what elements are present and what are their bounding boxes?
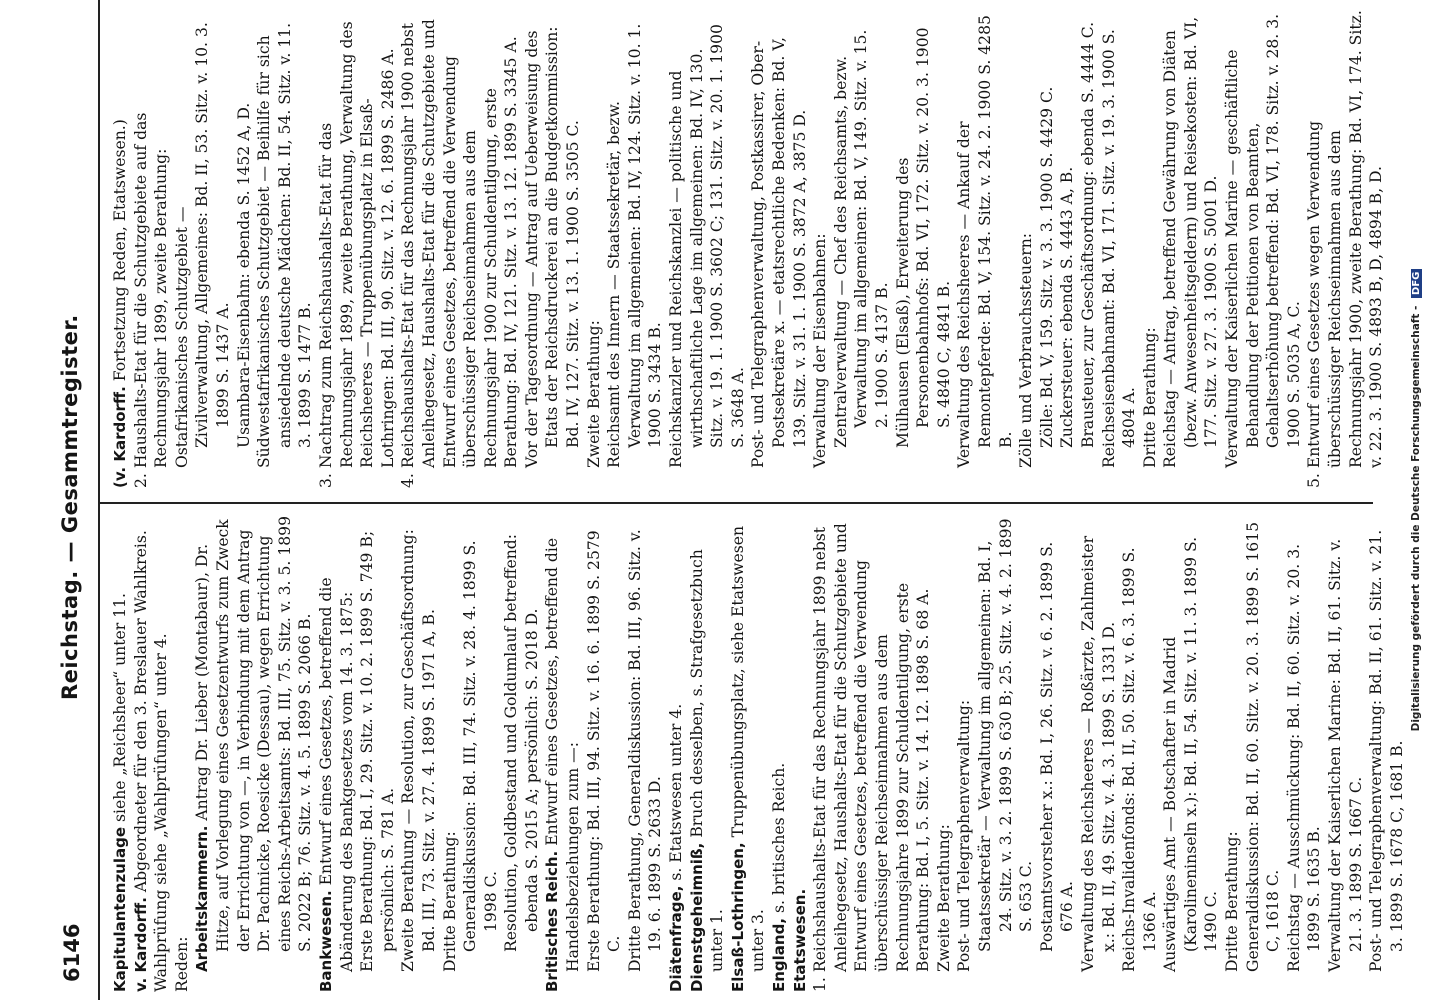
index-entry bbox=[666, 514, 687, 992]
index-entry bbox=[1243, 514, 1284, 992]
entry-text: Ostafrikanisches Schutzgebiet — bbox=[172, 206, 191, 468]
index-entry bbox=[1284, 514, 1325, 992]
entry-text: Antrag Dr. Lieber (Montabaur), Dr. Hitze, auf Vorlegung eines Gesetzentwurfs zum Zweck der Errichtung von —, in Verbindung mit dem Antrag Dr. Pachnicke, Roesicke (Dessau), wegen Errichtung eines Reichs-Arbeitsamts: Bd. III, 75. Sitz. v. 3. 5. 1899 S. 2022 B; 76. Sitz. v. 4. 5. 1899 S. 2066 B. bbox=[193, 516, 315, 952]
index-entry bbox=[1304, 10, 1386, 488]
entry-text: Reichstag — Ausschmückung: Bd. II, 60. Sitz. v. 20. 3. 1899 S. 1635 B. bbox=[1284, 543, 1324, 972]
index-entry bbox=[831, 10, 893, 488]
index-entry bbox=[1366, 514, 1407, 992]
index-entry bbox=[1119, 514, 1160, 992]
entry-text: Postamtsvorsteher x.: Bd. I, 26. Sitz. v. 6. 2. 1899 S. 676 A. bbox=[1037, 541, 1077, 952]
entry-text: s. Etatswesen unter 4. bbox=[667, 703, 686, 886]
index-entry bbox=[975, 514, 1037, 992]
index-entry bbox=[192, 514, 316, 992]
entry-text: Post- und Telegraphenverwaltung, Postkassirer, Ober-Postsekretäre x. — etatsrechtliche Bedenken: Bd. V, 139. Sitz. v. 31. 1. 1900 S. 3872 A, 3875 D. bbox=[749, 37, 809, 468]
index-entry bbox=[192, 10, 233, 488]
entry-text: 5. Entwurf eines Gesetzes wegen Verwendung überschüssiger Reichseinnahmen aus dem Rechnungsjahr 1900, zweite Berathung: Bd. VI, 174. Sitz. v. 22. 3. 1900 S. 4893 B, D, 4894 B, D. bbox=[1305, 10, 1386, 488]
entry-text: Verwaltung des Reichsheeres — Roßärzte, Zahlmeister x.: Bd. II, 49. Sitz. v. 4. 3. 1899 S. 1331 D. bbox=[1078, 535, 1118, 972]
entry-text: s. britisches Reich. bbox=[770, 762, 788, 918]
entry-text: Reichseisenbahnamt: Bd. VI, 171. Sitz. v. 19. 3. 1900 S. 4804 A. bbox=[1099, 29, 1139, 468]
index-entry bbox=[790, 514, 811, 992]
index-entry bbox=[151, 514, 172, 992]
entry-text: Dritte Berathung: bbox=[1223, 831, 1242, 972]
index-entry bbox=[542, 514, 583, 992]
entry-text: Verwaltung der Eisenbahnen: bbox=[811, 233, 830, 468]
entry-headword: England, bbox=[770, 917, 788, 992]
index-entry bbox=[1037, 10, 1058, 488]
index-entry bbox=[625, 514, 666, 992]
entry-headword: Etatswesen. bbox=[790, 888, 809, 992]
entry-text: Zweite Berathung — Resolution, zur Geschäftsordnung: Bd. III, 73. Sitz. v. 27. 4. 1899 S. 1971 A, B. bbox=[399, 529, 438, 972]
index-entry bbox=[460, 514, 501, 992]
index-entry bbox=[584, 514, 625, 992]
index-entry bbox=[1037, 514, 1078, 992]
index-entry bbox=[1016, 10, 1037, 488]
entry-text: Dritte Berathung: bbox=[440, 831, 459, 972]
index-entry bbox=[1160, 514, 1222, 992]
entry-text: Zentralverwaltung — Chef des Reichsamts, bezw. Verwaltung im allgemeinen: Bd. V, 149. Sitz. v. 15. 2. 1900 S. 4137 B. bbox=[831, 29, 891, 448]
index-entry bbox=[131, 10, 172, 488]
index-entry bbox=[893, 10, 955, 488]
entry-text: Auswärtiges Amt — Botschafter in Madrid (Karolineninseln x.): Bd. II, 54. Sitz. v. 11. 3. 1899 S. 1490 C. bbox=[1161, 536, 1221, 972]
entry-text: Dritte Berathung, Generaldiskussion: Bd. III, 96. Sitz. v. 19. 6. 1899 S. 2633 D. bbox=[625, 529, 665, 972]
index-entry bbox=[172, 514, 193, 992]
entry-text: Zuckersteuer: ebenda S. 4443 A, B. bbox=[1058, 166, 1077, 448]
entry-headword: v. Kardorff. bbox=[131, 897, 150, 992]
entry-text: Vor der Tagesordnung — Antrag auf Ueberweisung des Etats der Reichsdruckerei an die Budgetkommission: Bd. IV, 127. Sitz. v. 13. 1. 1900 S. 3505 C. bbox=[522, 26, 583, 468]
entry-headword: Arbeitskammern. bbox=[193, 825, 212, 972]
index-entry bbox=[810, 514, 934, 992]
index-entry bbox=[810, 10, 831, 488]
index-entry bbox=[234, 10, 255, 488]
entry-text: Südwestafrikanisches Schutzgebiet — Beihilfe für sich ansiedelnde deutsche Mädchen: Bd. II, 54. Sitz. v. 11. 3. 1899 S. 1477 B. bbox=[255, 22, 315, 468]
index-entry bbox=[1325, 514, 1366, 992]
index-entry bbox=[1222, 10, 1304, 488]
index-entry bbox=[172, 10, 193, 488]
entry-text: Zölle: Bd. V, 159. Sitz. v. 3. 3. 1900 S. 4429 C. bbox=[1037, 86, 1056, 448]
entry-text: Zweite Berathung: bbox=[584, 320, 603, 468]
entry-headword: Dienstgeheimniß, bbox=[687, 842, 706, 992]
entry-text: siehe „Reichsheer“ unter 11. bbox=[111, 593, 129, 827]
index-entry bbox=[522, 10, 584, 488]
right-column bbox=[110, 10, 1387, 488]
entry-text: Verwaltung der Kaiserlichen Marine — geschäftliche Behandlung der Petitionen von Beamten, Gehaltserhöhung betreffend: Bd. VI, 178. Sitz. v. 28. 3. 1900 S. 5035 A, C. bbox=[1223, 13, 1303, 468]
index-entry bbox=[584, 10, 605, 488]
entry-text: Brausteuer, zur Geschäftsordnung: ebenda S. 4444 C. bbox=[1078, 21, 1097, 448]
index-entry bbox=[254, 10, 316, 488]
column-divider bbox=[100, 502, 1373, 504]
index-entry bbox=[398, 10, 522, 488]
entry-text: Erste Berathung: Bd. I, 29. Sitz. v. 10. 2. 1899 S. 749 B; persönlich: S. 781 A. bbox=[358, 530, 397, 972]
index-entry bbox=[316, 10, 398, 488]
index-entry bbox=[1160, 10, 1222, 488]
index-entry bbox=[769, 514, 790, 992]
entry-text: Post- und Telegraphenverwaltung: bbox=[955, 699, 974, 972]
entry-text: Usambara-Eisenbahn: ebenda S. 1452 A, D. bbox=[234, 102, 253, 448]
index-entry bbox=[316, 514, 357, 992]
entry-text: Reichs-Invalidenfonds: Bd. II, 50. Sitz. v. 6. 3. 1899 S. 1366 A. bbox=[1120, 547, 1159, 972]
credit-text: Digitalisierung gefördert durch die Deutsche Forschungsgemeinschaft - bbox=[1410, 305, 1422, 732]
index-entry bbox=[398, 514, 439, 992]
index-entry bbox=[666, 10, 748, 488]
entry-text: Dritte Berathung: bbox=[1140, 327, 1159, 468]
index-entry bbox=[954, 10, 1016, 488]
entry-text: Abgeordneter für den 3. Breslauer Wahlkreis. bbox=[131, 530, 150, 898]
index-entry bbox=[440, 514, 461, 992]
entry-text: 4. Reichshaushalts-Etat für das Rechnungsjahr 1900 nebst Anleihegesetz, Haushalts-Etat für die Schutzgebiete und Entwurf eines Gesetzes, betreffend die Verwendung überschüssiger Reichseinnahmen aus dem Rechnungsjahr 1900 zur Schuldentilgung, erste Berathung: Bd. IV, 121. Sitz. v. 13. 12. 1899 S. 3345 A. bbox=[399, 19, 521, 488]
left-column bbox=[110, 514, 1407, 992]
index-entry bbox=[748, 10, 810, 488]
entry-text: Reichsamt des Innern — Staatssekretär, bezw. Verwaltung im allgemeinen: Bd. IV, 124. Sitz. v. 10. 1. 1900 S. 3434 B. bbox=[605, 23, 665, 468]
running-head: Reichstag. — Gesammtregister. bbox=[58, 314, 82, 700]
index-entry bbox=[954, 514, 975, 992]
page-number: 6146 bbox=[60, 923, 84, 982]
entry-text: Verwaltung der Kaiserlichen Marine: Bd. II, 61. Sitz. v. 21. 3. 1899 S. 1667 C. bbox=[1326, 538, 1365, 972]
index-entry bbox=[357, 514, 398, 992]
entry-text: Zölle und Verbrauchssteuern: bbox=[1017, 233, 1036, 468]
index-entry bbox=[1099, 10, 1140, 488]
index-entry bbox=[1140, 10, 1161, 488]
index-entry bbox=[1222, 514, 1243, 992]
entry-text: Truppenübungsplatz, siehe Etatswesen unter 3. bbox=[728, 525, 768, 972]
index-entry bbox=[728, 514, 769, 992]
entry-text: Entwurf eines Gesetzes, betreffend die Handelsbeziehungen zum —: bbox=[543, 537, 583, 972]
entry-headword: Diätenfrage, bbox=[667, 885, 686, 992]
entry-text: Erste Berathung: Bd. III, 94. Sitz. v. 16. 6. 1899 S. 2579 C. bbox=[584, 530, 624, 972]
entry-text: Bruch desselben, s. Strafgesetzbuch unter 1. bbox=[687, 549, 727, 972]
entry-text: 1. Reichshaushalts-Etat für das Rechnungsjahr 1899 nebst Anleihegesetz, Haushalts-Etat für die Schutzgebiete und Entwurf eines Gesetzes, betreffend die Verwendung überschüssiger Reichseinnahmen aus dem Rechnungsjahre 1899 zur Schuldentilgung, erste Berathung: Bd. I, 5. Sitz. v. 14. 12. 1898 S. 68 A. bbox=[811, 523, 933, 992]
index-entry bbox=[1078, 514, 1119, 992]
index-entry bbox=[501, 514, 542, 992]
entry-text: Verwaltung des Reichsheeres — Ankauf der Remontepferde: Bd. V, 154. Sitz. v. 24. 2. 1900 S. 4285 B. bbox=[955, 15, 1015, 468]
index-entry bbox=[110, 10, 131, 488]
entry-text: 3. Nachtrag zum Reichshaushalts-Etat für das Rechnungsjahr 1899, zweite Berathung, Verwaltung des Reichsheeres — Truppenübungsplatz in Elsaß-Lothringen: Bd. III, 90. Sitz. v. 12. 6. 1899 S. 2486 A. bbox=[316, 21, 397, 488]
entry-text: Staatssekretär — Verwaltung im allgemeinen: Bd. I, 24. Sitz. v. 3. 2. 1899 S. 630 B; 25. Sitz. v. 4. 2. 1899 S. 653 C. bbox=[975, 518, 1036, 952]
entry-text: Post- und Telegraphenverwaltung: Bd. II, 61. Sitz. v. 21. 3. 1899 S. 1678 C, 1681 B. bbox=[1367, 529, 1406, 972]
index-entry bbox=[110, 514, 131, 992]
index-entry bbox=[604, 10, 666, 488]
entry-headword: Bankwesen. bbox=[316, 890, 335, 992]
entry-text: Mülhausen (Elsaß), Erweiterung des Personenbahnhofs: Bd. VI, 172. Sitz. v. 20. 3. 1900 S. 4840 C, 4841 B. bbox=[893, 27, 953, 448]
index-entry bbox=[1057, 10, 1078, 488]
entry-headword: (v. Kardorff. bbox=[111, 386, 129, 488]
entry-text: 2. Haushalts-Etat für die Schutzgebiete auf das Rechnungsjahr 1899, zweite Berathung: bbox=[131, 112, 171, 488]
entry-text: Reden: bbox=[172, 936, 191, 992]
page-header bbox=[52, 0, 92, 1000]
entry-text: Reichstag — Antrag, betreffend Gewährung von Diäten (bezw. Anwesenheitsgeldern) und Reisekosten: Bd. VI, 177. Sitz. v. 27. 3. 1900 S. 5001 D. bbox=[1161, 16, 1221, 468]
entry-text: Zivilverwaltung, Allgemeines: Bd. II, 53. Sitz. v. 10. 3. 1899 S. 1437 A. bbox=[193, 22, 232, 448]
entry-headword: Britisches Reich. bbox=[543, 850, 562, 992]
entry-text: Generaldiskussion: Bd. II, 60. Sitz. v. 20. 3. 1899 S. 1615 C, 1618 C. bbox=[1243, 521, 1283, 972]
index-entry bbox=[934, 514, 955, 992]
digitization-credit bbox=[1410, 0, 1428, 1000]
dfg-logo: DFG bbox=[1411, 269, 1422, 298]
entry-text: Entwurf eines Gesetzes, betreffend die Abänderung des Bankgesetzes vom 14. 3. 1875: bbox=[316, 577, 356, 972]
entry-text: Resolution, Goldbestand und Goldumlauf betreffend: ebenda S. 2015 A; persönlich: S. 2018 D. bbox=[502, 533, 541, 952]
entry-text: Zweite Berathung: bbox=[934, 824, 953, 972]
entry-headword: Elsaß-Lothringen, bbox=[728, 842, 747, 992]
index-entry bbox=[687, 514, 728, 992]
entry-headword: Kapitulantenzulage bbox=[111, 826, 129, 992]
entry-text: Generaldiskussion: Bd. III, 74. Sitz. v. 28. 4. 1899 S. 1998 C. bbox=[461, 540, 500, 952]
entry-text: Reichskanzler und Reichskanzlei — politische und wirthschaftliche Lage im allgemeinen: Bd. IV, 130. Sitz. v. 19. 1. 1900 S. 3602 C; 131. Sitz. v. 20. 1. 1900 S. 3648 A. bbox=[667, 24, 747, 468]
index-entry bbox=[131, 514, 152, 992]
entry-text: Fortsetzung Reden, Etatswesen.) bbox=[111, 119, 129, 387]
index-entry bbox=[1078, 10, 1099, 488]
entry-text: Wahlprüfung siehe „Wahlprüfungen“ unter 4. bbox=[152, 633, 171, 992]
header-rule bbox=[98, 0, 100, 1000]
